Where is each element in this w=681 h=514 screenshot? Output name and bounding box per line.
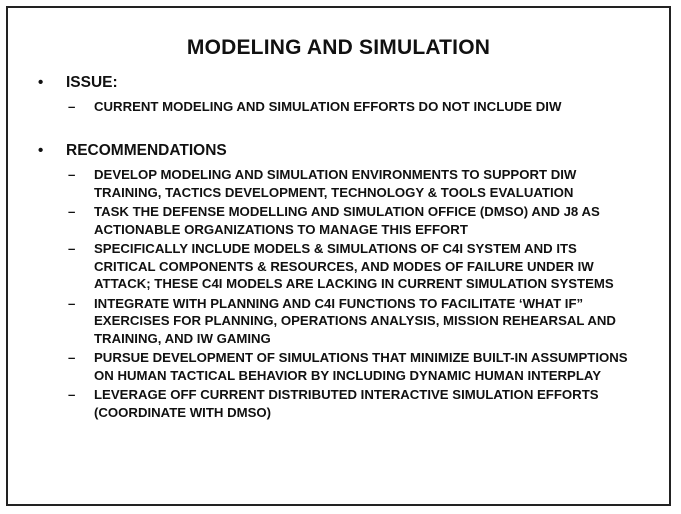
list-item	[68, 98, 649, 116]
recommendations-heading-row	[38, 141, 649, 161]
list-item	[68, 349, 649, 384]
list-item	[68, 295, 649, 348]
recommendation-text: LEVERAGE OFF CURRENT DISTRIBUTED INTERACTIVE SIMULATION EFFORTS (COORDINATE WITH DMSO)	[94, 387, 599, 420]
issue-heading: ISSUE:	[66, 74, 118, 91]
recommendation-text: TASK THE DEFENSE MODELLING AND SIMULATION OFFICE (DMSO) AND J8 AS ACTIONABLE ORGANIZATIONS TO MANAGE THIS EFFORT	[94, 204, 600, 237]
recommendation-text: INTEGRATE WITH PLANNING AND C4I FUNCTIONS TO FACILITATE ‘WHAT IF” EXERCISES FOR PLANNING, OPERATIONS ANALYSIS, MISSION REHEARSAL AND TRAINING, AND IW GAMING	[94, 295, 616, 346]
slide-title: MODELING AND SIMULATION	[186, 36, 491, 59]
dash-icon: –	[68, 241, 76, 256]
list-item	[68, 240, 649, 293]
dash-icon: –	[68, 387, 76, 402]
list-item	[68, 166, 649, 201]
slide-frame	[6, 6, 671, 506]
recommendations-list	[38, 166, 649, 421]
dash-icon: –	[68, 295, 76, 311]
bullet-icon: •	[38, 142, 44, 159]
recommendation-text: SPECIFICALLY INCLUDE MODELS & SIMULATIONS OF C4I SYSTEM AND ITS CRITICAL COMPONENTS & RESOURCES, AND MODES OF FAILURE UNDER IW ATTACK; THESE C4I MODELS ARE LACKING IN CURRENT SIMULATION SYSTEMS	[94, 241, 614, 291]
issue-section	[38, 73, 649, 116]
issue-item-text: CURRENT MODELING AND SIMULATION EFFORTS DO NOT INCLUDE DIW	[94, 99, 562, 114]
list-item	[68, 386, 649, 421]
issue-heading-row	[38, 73, 649, 93]
list-item	[68, 203, 649, 238]
dash-icon: –	[68, 167, 76, 182]
dash-icon: –	[68, 204, 76, 219]
recommendation-text: DEVELOP MODELING AND SIMULATION ENVIRONMENTS TO SUPPORT DIW TRAINING, TACTICS DEVELOPMENT, TECHNOLOGY & TOOLS EVALUATION	[94, 167, 577, 200]
issue-list	[38, 98, 649, 116]
recommendation-text: PURSUE DEVELOPMENT OF SIMULATIONS THAT MINIMIZE BUILT-IN ASSUMPTIONS ON HUMAN TACTICAL BEHAVIOR BY INCLUDING DYNAMIC HUMAN INTERPLAY	[94, 350, 628, 383]
dash-icon: –	[68, 99, 76, 114]
dash-icon: –	[68, 350, 76, 365]
recommendations-heading: RECOMMENDATIONS	[66, 142, 227, 159]
recommendations-section	[38, 141, 649, 421]
bullet-icon: •	[38, 74, 44, 91]
